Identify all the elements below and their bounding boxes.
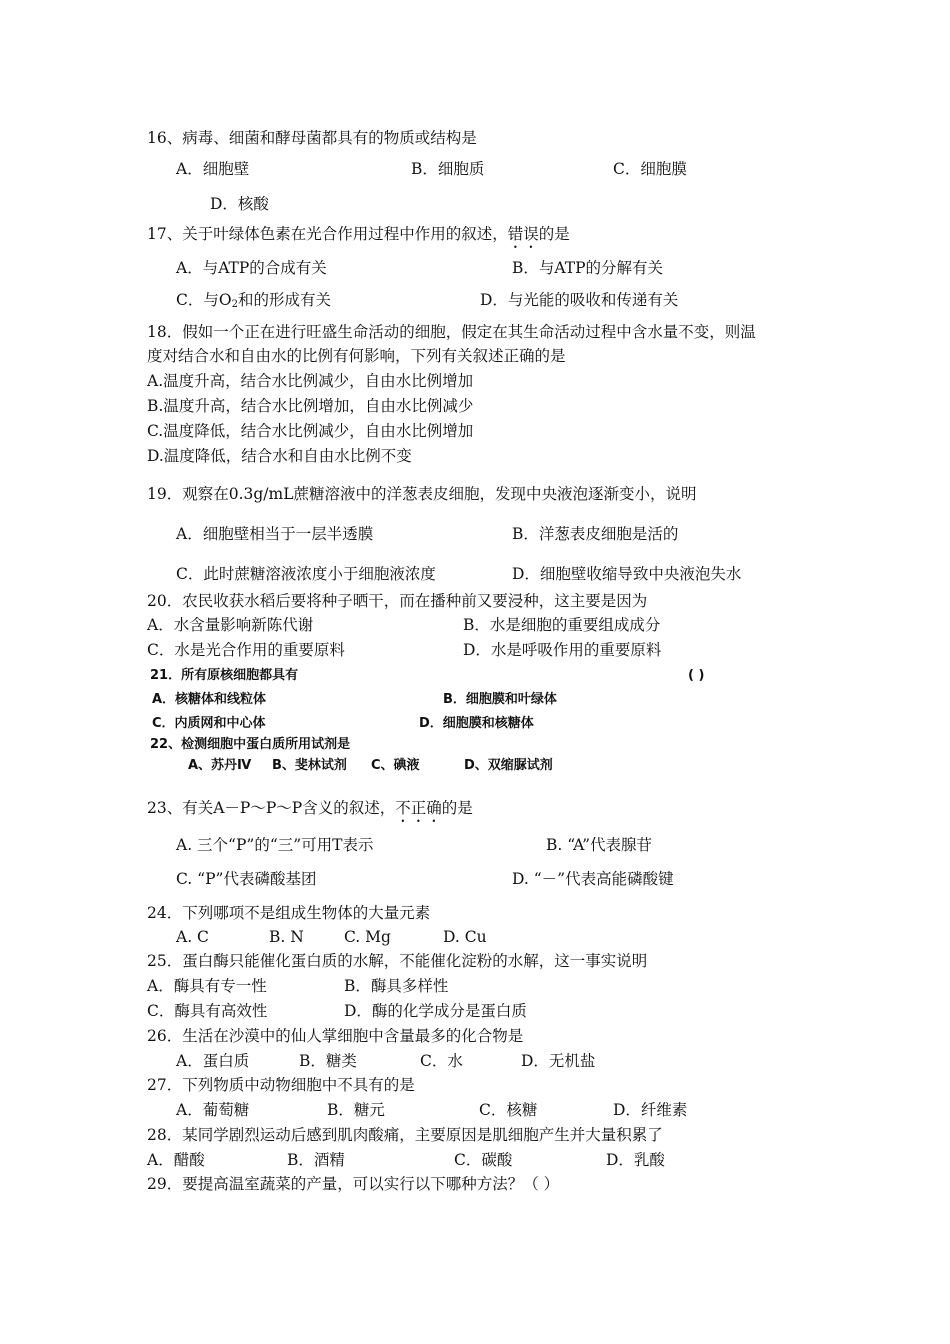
question-23-stem-end: 的是 xyxy=(441,799,473,817)
question-25-option-d: D．酶的化学成分是蛋白质 xyxy=(344,1002,527,1020)
question-25-option-c: C．酶具有高效性 xyxy=(147,1002,268,1020)
question-24-option-a: A. C xyxy=(176,928,209,946)
question-25-option-b: B．酶具多样性 xyxy=(344,977,449,995)
question-24-option-c: C. Mg xyxy=(344,928,391,946)
question-17-option-c-subscript: 2 xyxy=(231,299,238,310)
question-17-emphasis: 错误 xyxy=(507,225,539,243)
question-18-option-c: C.温度降低，结合水比例减少，自由水比例增加 xyxy=(147,422,474,440)
question-23-stem xyxy=(147,798,473,826)
question-17-option-c-text: C．与O xyxy=(176,291,232,309)
question-21-answer-paren: ( ) xyxy=(688,668,705,683)
question-21-option-b: B．细胞膜和叶绿体 xyxy=(443,692,557,707)
question-19-option-d: D．细胞壁收缩导致中央液泡失水 xyxy=(512,565,742,583)
question-19-option-c: C．此时蔗糖溶液浓度小于细胞液浓度 xyxy=(176,565,436,583)
question-21-option-c: C．内质网和中心体 xyxy=(152,716,266,731)
question-23-option-d: D. “－”代表高能磷酸键 xyxy=(512,870,674,888)
question-28-option-b: B．酒精 xyxy=(287,1151,345,1169)
question-18-option-d: D.温度降低，结合水和自由水比例不变 xyxy=(147,447,412,465)
question-24-stem: 24．下列哪项不是组成生物体的大量元素 xyxy=(147,904,431,922)
question-22-option-b: B、斐林试剂 xyxy=(272,758,347,773)
question-17-stem-end: 的是 xyxy=(538,225,570,243)
question-19-option-b: B．洋葱表皮细胞是活的 xyxy=(512,525,679,543)
question-20-option-d: D．水是呼吸作用的重要原料 xyxy=(463,641,662,659)
question-27-option-b: B．糖元 xyxy=(327,1101,385,1119)
question-23-emphasis: 不正确 xyxy=(395,799,442,817)
question-27-option-a: A．葡萄糖 xyxy=(176,1101,250,1119)
question-28-option-a: A．醋酸 xyxy=(147,1151,205,1169)
question-20-option-c: C．水是光合作用的重要原料 xyxy=(147,641,345,659)
question-17-option-b: B．与ATP的分解有关 xyxy=(512,259,664,277)
question-26-option-c: C．水 xyxy=(420,1052,463,1070)
question-22-option-a: A、苏丹Ⅳ xyxy=(188,758,252,773)
question-18-option-b: B.温度升高，结合水比例增加，自由水比例减少 xyxy=(147,397,474,415)
question-23-option-b: B. “A”代表腺苷 xyxy=(546,836,653,854)
question-29-stem: 29．要提高温室蔬菜的产量，可以实行以下哪种方法？（ ） xyxy=(147,1175,560,1193)
question-19-stem: 19．观察在0.3g/mL蔗糖溶液中的洋葱表皮细胞，发现中央液泡逐渐变小，说明 xyxy=(147,485,697,503)
question-26-option-a: A．蛋白质 xyxy=(176,1052,250,1070)
question-23-option-a: A. 三个“P”的“三”可用T表示 xyxy=(176,836,374,854)
question-17-option-c-text-end: 和的形成有关 xyxy=(237,291,331,309)
question-19-option-a: A．细胞壁相当于一层半透膜 xyxy=(176,525,374,543)
question-20-stem: 20．农民收获水稻后要将种子晒干，而在播种前又要浸种，这主要是因为 xyxy=(147,592,648,610)
question-23-option-c: C. “P”代表磷酸基团 xyxy=(176,870,317,888)
question-25-stem: 25．蛋白酶只能催化蛋白质的水解，不能催化淀粉的水解，这一事实说明 xyxy=(147,952,648,970)
question-28-stem: 28．某同学剧烈运动后感到肌肉酸痛，主要原因是肌细胞产生并大量积累了 xyxy=(147,1126,663,1144)
question-21-option-d: D．细胞膜和核糖体 xyxy=(419,716,534,731)
question-17-option-a: A．与ATP的合成有关 xyxy=(176,259,327,277)
question-23-stem-text: 23、有关A－P～P～P含义的叙述， xyxy=(147,799,396,817)
question-18-stem-line1: 18．假如一个正在进行旺盛生命活动的细胞，假定在其生命活动过程中含水量不变，则温 xyxy=(147,323,756,341)
question-20-option-a: A．水含量影响新陈代谢 xyxy=(147,616,314,634)
question-17-stem xyxy=(147,224,570,252)
question-17-option-c xyxy=(176,290,331,310)
question-20-option-b: B．水是细胞的重要组成成分 xyxy=(463,616,661,634)
question-22-option-c: C、碘液 xyxy=(371,758,420,773)
question-28-option-c: C．碳酸 xyxy=(454,1151,513,1169)
question-28-option-d: D．乳酸 xyxy=(606,1151,665,1169)
question-22-stem: 22、检测细胞中蛋白质所用试剂是 xyxy=(150,737,351,752)
question-18-stem-line2: 度对结合水和自由水的比例有何影响，下列有关叙述正确的是 xyxy=(147,347,566,365)
question-17-option-d: D．与光能的吸收和传递有关 xyxy=(480,291,679,309)
question-24-option-b: B. N xyxy=(269,928,304,946)
question-22-option-d: D、双缩脲试剂 xyxy=(464,758,553,773)
question-26-stem: 26．生活在沙漠中的仙人掌细胞中含量最多的化合物是 xyxy=(147,1027,524,1045)
question-24-option-d: D. Cu xyxy=(443,928,487,946)
question-25-option-a: A．酶具有专一性 xyxy=(147,977,267,995)
question-16-option-a: A．细胞壁 xyxy=(176,160,250,178)
question-27-stem: 27．下列物质中动物细胞中不具有的是 xyxy=(147,1076,415,1094)
question-16-stem: 16、病毒、细菌和酵母菌都具有的物质或结构是 xyxy=(147,129,477,147)
question-27-option-c: C．核糖 xyxy=(479,1101,538,1119)
question-16-option-b: B．细胞质 xyxy=(411,160,485,178)
question-16-option-c: C．细胞膜 xyxy=(613,160,687,178)
question-17-stem-text: 17、关于叶绿体色素在光合作用过程中作用的叙述， xyxy=(147,225,508,243)
question-26-option-b: B．糖类 xyxy=(299,1052,357,1070)
question-16-option-d: D．核酸 xyxy=(210,195,269,213)
question-27-option-d: D．纤维素 xyxy=(613,1101,688,1119)
question-21-stem: 21．所有原核细胞都具有 xyxy=(150,668,299,683)
question-26-option-d: D．无机盐 xyxy=(521,1052,596,1070)
question-18-option-a: A.温度升高，结合水比例减少，自由水比例增加 xyxy=(147,372,474,390)
question-21-option-a: A．核糖体和线粒体 xyxy=(152,692,267,707)
